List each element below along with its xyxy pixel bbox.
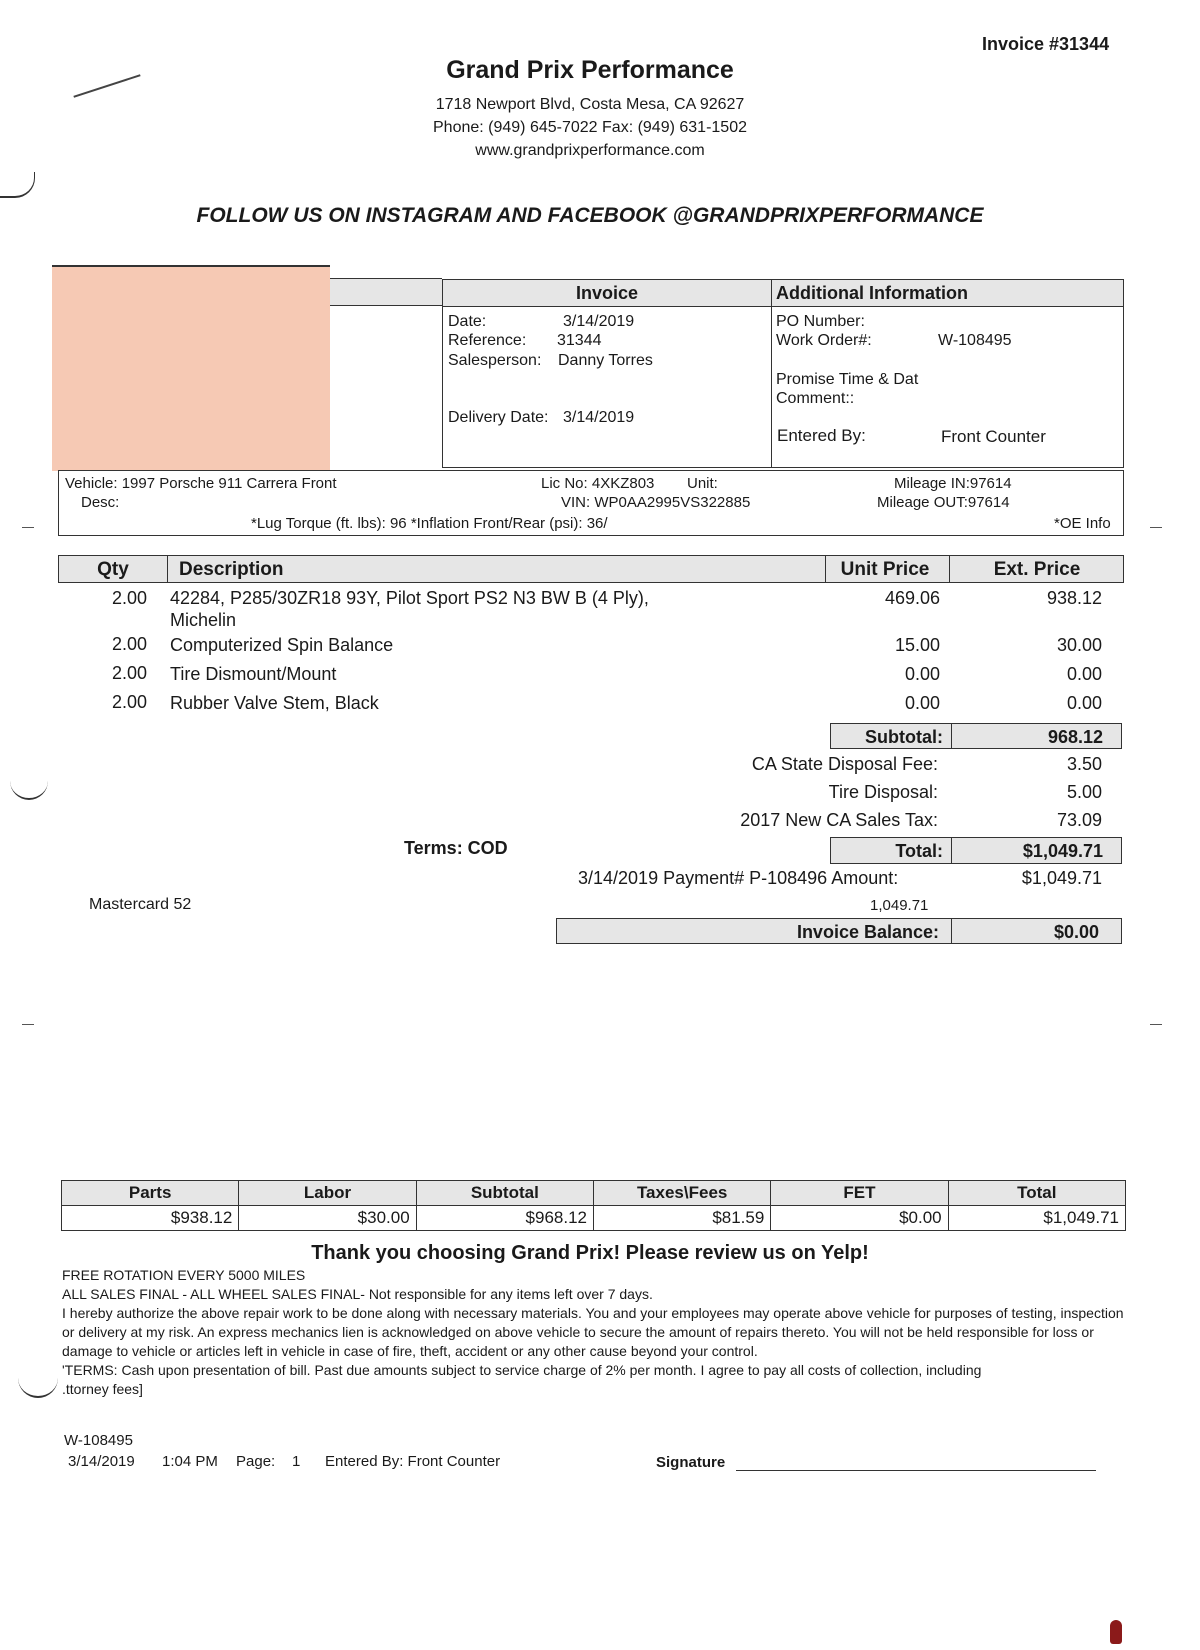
subtotal-label: Subtotal: (865, 727, 943, 747)
item-qty: 2.00 (111, 663, 147, 683)
attorney-fees-text: .ttorney fees] (62, 1381, 143, 1397)
total-value: $1,049.71 (1022, 841, 1103, 861)
vehicle-box (58, 470, 1124, 536)
column-divider (951, 919, 952, 943)
item-ext-price: 938.12 (1046, 588, 1102, 608)
summary-value: $938.12 (62, 1206, 239, 1231)
license-number: Lic No: 4XKZ803 (541, 475, 655, 492)
summary-value: $0.00 (771, 1206, 948, 1231)
mileage-in: Mileage IN:97614 (894, 475, 1012, 492)
summary-header: Subtotal (416, 1181, 593, 1206)
reference-label: Reference: (448, 332, 527, 349)
disposal-fee-value: 3.50 (1066, 754, 1102, 774)
column-divider (951, 838, 952, 863)
footer-work-order: W-108495 (64, 1432, 133, 1449)
tire-disposal-value: 5.00 (1066, 782, 1102, 802)
summary-header: Labor (239, 1181, 416, 1206)
entered-by-label: Entered By: (777, 426, 866, 445)
footer-date: 3/14/2019 (68, 1453, 135, 1470)
tire-disposal-label: Tire Disposal: (828, 782, 938, 802)
lug-torque-inflation: *Lug Torque (ft. lbs): 96 *Inflation Front/Rear (psi): 36/ (251, 515, 608, 532)
free-rotation-note: FREE ROTATION EVERY 5000 MILES (62, 1267, 306, 1283)
summary-value: $968.12 (416, 1206, 593, 1231)
thank-you-message: Thank you choosing Grand Prix! Please review us on Yelp! (311, 1242, 869, 1264)
summary-value: $1,049.71 (948, 1206, 1125, 1231)
item-description: Rubber Valve Stem, Black (170, 693, 379, 713)
summary-header: FET (771, 1181, 948, 1206)
item-qty: 2.00 (111, 588, 147, 608)
summary-value: $81.59 (593, 1206, 770, 1231)
description-header: Description (179, 559, 284, 580)
summary-header: Parts (62, 1181, 239, 1206)
qty-header: Qty (97, 559, 129, 580)
item-unit-price: 15.00 (894, 635, 940, 655)
mileage-out: Mileage OUT:97614 (877, 494, 1010, 511)
summary-header: Total (948, 1181, 1125, 1206)
summary-header: Taxes\Fees (593, 1181, 770, 1206)
comment-label: Comment:: (776, 390, 855, 407)
salesperson-label: Salesperson: (448, 352, 542, 369)
sales-final-note: ALL SALES FINAL - ALL WHEEL SALES FINAL- Not responsible for any items left over 7 days. (62, 1286, 653, 1302)
vehicle-desc-label: Desc: (81, 494, 120, 511)
balance-label: Invoice Balance: (796, 922, 939, 942)
terms-text: 'TERMS: Cash upon presentation of bill. Past due amounts subject to service charge of 2% per month. I agree to pay all costs of collection, including (62, 1362, 982, 1378)
po-number-label: PO Number: (776, 313, 865, 330)
company-address: 1718 Newport Blvd, Costa Mesa, CA 92627 (435, 96, 745, 113)
payment-terms: Terms: COD (404, 838, 508, 858)
payment-amount: $1,049.71 (1021, 868, 1102, 888)
item-description: Computerized Spin Balance (170, 635, 394, 655)
item-description: 42284, P285/30ZR18 93Y, Pilot Sport PS2 N3 BW B (4 Ply), (170, 588, 649, 608)
total-row (830, 837, 1122, 864)
signature-line[interactable] (736, 1470, 1096, 1471)
invoice-number: Invoice #31344 (982, 34, 1110, 54)
punch-hole-mark (10, 770, 48, 800)
oe-info: *OE Info (1054, 515, 1111, 532)
signature-label: Signature (656, 1454, 726, 1471)
invoice-balance-row (556, 918, 1122, 944)
footer-entered-by: Entered By: Front Counter (325, 1453, 501, 1470)
work-order-label: Work Order#: (776, 332, 872, 349)
margin-tick (1150, 1024, 1162, 1025)
summary-table (61, 1180, 1126, 1231)
item-ext-price: 0.00 (1066, 664, 1102, 684)
items-header (58, 555, 1124, 583)
company-phone-fax: Phone: (949) 645-7022 Fax: (949) 631-1502 (433, 119, 747, 136)
entered-by-value: Front Counter (941, 427, 1046, 446)
vehicle-description: Vehicle: 1997 Porsche 911 Carrera Front (65, 475, 337, 492)
red-ink-spot (1110, 1620, 1122, 1644)
footer-time: 1:04 PM (162, 1453, 218, 1470)
salesperson-value: Danny Torres (558, 352, 653, 369)
promise-time-label: Promise Time & Dat (776, 371, 919, 388)
margin-tick (1150, 527, 1162, 528)
additional-info-title: Additional Information (772, 280, 1123, 307)
payment-card: Mastercard 52 (89, 896, 192, 913)
unit-label: Unit: (687, 475, 718, 492)
sales-tax-label: 2017 New CA Sales Tax: (740, 810, 938, 830)
delivery-date: 3/14/2019 (563, 409, 635, 426)
subtotal-row (830, 723, 1122, 749)
summary-value: $30.00 (239, 1206, 416, 1231)
column-divider (951, 724, 952, 748)
item-unit-price: 469.06 (884, 588, 940, 608)
date-label: Date: (448, 313, 487, 330)
unit-price-header: Unit Price (840, 559, 930, 580)
invoice-box (442, 279, 772, 468)
footer-page-number: 1 (292, 1453, 301, 1470)
punch-hole-mark (0, 172, 35, 198)
additional-info-box (771, 279, 1124, 468)
company-name: Grand Prix Performance (446, 56, 734, 84)
margin-tick (22, 527, 34, 528)
item-description: Tire Dismount/Mount (170, 664, 337, 684)
column-divider (167, 556, 168, 582)
footer-page-label: Page: (236, 1453, 276, 1470)
balance-value: $0.00 (1053, 922, 1099, 942)
punch-hole-mark (18, 1372, 58, 1398)
item-qty: 2.00 (111, 692, 147, 712)
item-ext-price: 30.00 (1056, 635, 1102, 655)
company-website[interactable]: www.grandprixperformance.com (475, 142, 705, 159)
redacted-customer-block (52, 265, 330, 471)
customer-header-bar (330, 278, 442, 306)
item-ext-price: 0.00 (1066, 693, 1102, 713)
margin-tick (22, 1024, 34, 1025)
summary-value-row (62, 1206, 1126, 1231)
sales-tax-value: 73.09 (1056, 810, 1102, 830)
vin-number: VIN: WP0AA2995VS322885 (561, 494, 751, 511)
item-unit-price: 0.00 (904, 664, 940, 684)
payment-details: 3/14/2019 Payment# P-108496 Amount: (578, 868, 899, 888)
payment-subamount: 1,049.71 (870, 897, 929, 914)
total-label: Total: (895, 841, 943, 861)
invoice-date: 3/14/2019 (563, 313, 635, 330)
reference-value: 31344 (557, 332, 602, 349)
item-qty: 2.00 (111, 634, 147, 654)
summary-header-row (62, 1181, 1126, 1206)
invoice-box-title: Invoice (443, 280, 771, 307)
item-description-line2: Michelin (170, 610, 237, 630)
delivery-date-label: Delivery Date: (448, 409, 549, 426)
subtotal-value: 968.12 (1047, 727, 1103, 747)
ext-price-header: Ext. Price (993, 559, 1081, 580)
item-unit-price: 0.00 (904, 693, 940, 713)
work-order-value: W-108495 (938, 332, 1012, 349)
authorization-text: I hereby authorize the above repair work to be done along with necessary materials. You and your employees may operate above vehicle for purposes of testing, inspection or delivery at my risk. An express mechanics lien is acknowledged on above vehicle to secure the amount of repairs thereto. You will not be held responsible for loss or damage to vehicle or articles left in vehicle in case of fire, theft, accident or any other cause beyond your control. (62, 1305, 1124, 1359)
social-follow-banner: FOLLOW US ON INSTAGRAM AND FACEBOOK @GRANDPRIXPERFORMANCE (196, 204, 984, 227)
disposal-fee-label: CA State Disposal Fee: (751, 754, 938, 774)
